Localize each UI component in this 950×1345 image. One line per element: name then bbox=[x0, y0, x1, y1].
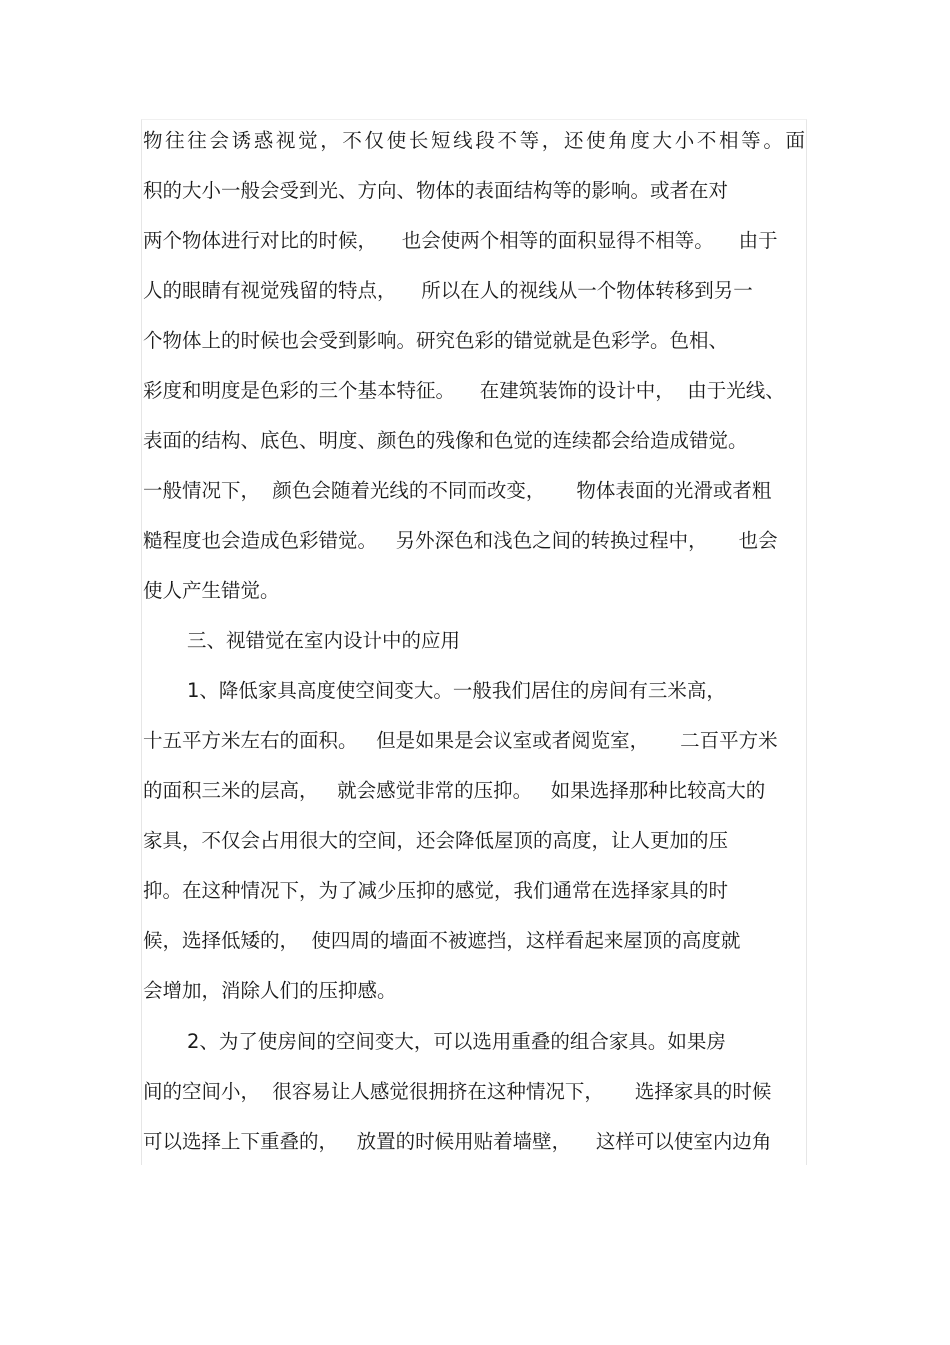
text-line: 间的空间小， 很容易让人感觉很拥挤在这种情况下， 选择家具的时候 bbox=[143, 1080, 772, 1103]
text-line: 使人产生错觉。 bbox=[143, 579, 280, 602]
text-line: 可以选择上下重叠的， 放置的时候用贴着墙壁， 这样可以使室内边角 bbox=[143, 1130, 772, 1153]
document-body bbox=[143, 116, 805, 1167]
section-heading: 三、视错觉在室内设计中的应用 bbox=[187, 629, 461, 652]
text-line: 糙程度也会造成色彩错觉。 另外深色和浅色之间的转换过程中， 也会 bbox=[143, 529, 778, 552]
text-line: 积的大小一般会受到光、方向、物体的表面结构等的影响。或者在对 bbox=[143, 179, 729, 202]
text-line: 的面积三米的层高， 就会感觉非常的压抑。 如果选择那种比较高大的 bbox=[143, 779, 766, 802]
text-line: 一般情况下， 颜色会随着光线的不同而改变， 物体表面的光滑或者粗 bbox=[143, 479, 772, 502]
text-line: 表面的结构、底色、明度、颜色的残像和色觉的连续都会给造成错觉。 bbox=[143, 429, 748, 452]
text-line: 两个物体进行对比的时候， 也会使两个相等的面积显得不相等。 由于 bbox=[143, 229, 778, 252]
paragraph-start: 1、降低家具高度使空间变大。一般我们居住的房间有三米高， bbox=[187, 679, 726, 702]
text-line: 会增加，消除人们的压抑感。 bbox=[143, 979, 397, 1002]
paragraph-start: 2、为了使房间的空间变大，可以选用重叠的组合家具。如果房 bbox=[187, 1030, 726, 1053]
text-line: 候，选择低矮的， 使四周的墙面不被遮挡，这样看起来屋顶的高度就 bbox=[143, 929, 741, 952]
text-line: 个物体上的时候也会受到影响。研究色彩的错觉就是色彩学。色相、 bbox=[143, 329, 729, 352]
text-line: 物往往会诱惑视觉，不仅使长短线段不等，还使角度大小不相等。面 bbox=[143, 129, 805, 152]
text-line: 家具，不仅会占用很大的空间，还会降低屋顶的高度，让人更加的压 bbox=[143, 829, 729, 852]
text-line: 彩度和明度是色彩的三个基本特征。 在建筑装饰的设计中， 由于光线、 bbox=[143, 379, 785, 402]
text-line: 人的眼睛有视觉残留的特点， 所以在人的视线从一个物体转移到另一 bbox=[143, 279, 753, 302]
text-line: 十五平方米左右的面积。 但是如果是会议室或者阅览室， 二百平方米 bbox=[143, 729, 778, 752]
text-line: 抑。在这种情况下，为了减少压抑的感觉，我们通常在选择家具的时 bbox=[143, 879, 729, 902]
